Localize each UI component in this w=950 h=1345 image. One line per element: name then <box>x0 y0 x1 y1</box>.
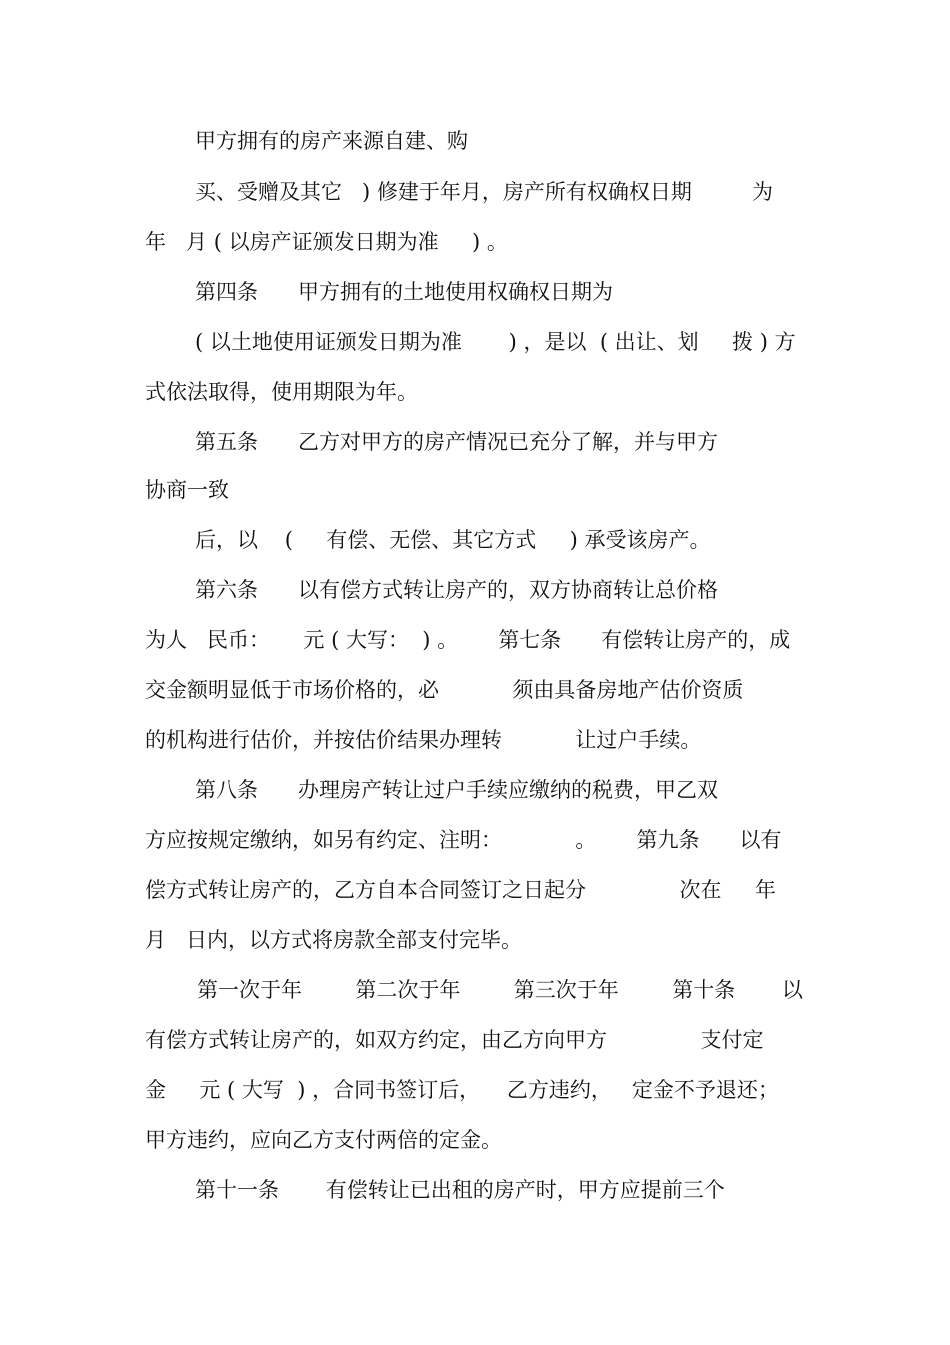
text-line: 第十一条 有偿转让已出租的房产时，甲方应提前三个 <box>195 1178 725 1202</box>
text-line: 方应按规定缴纳，如另有约定、注明： 。 第九条 以有 <box>145 828 782 852</box>
text-line: 第六条 以有偿方式转让房产的，双方协商转让总价格 <box>195 578 719 602</box>
text-line: 甲方拥有的房产来源自建、购 <box>195 129 468 153</box>
text-line: 协商一致 <box>145 478 229 502</box>
text-line: 式依法取得，使用期限为年。 <box>145 380 418 404</box>
text-line: 甲方违约，应向乙方支付两倍的定金。 <box>145 1128 502 1152</box>
text-line: 第一次于年 第二次于年 第三次于年 第十条 以 <box>197 978 803 1002</box>
text-line: 第八条 办理房产转让过户手续应缴纳的税费，甲乙双 <box>195 778 719 802</box>
text-line: 交金额明显低于市场价格的，必 须由具备房地产估价资质 <box>145 678 744 702</box>
text-line: 的机构进行估价，并按估价结果办理转 让过户手续。 <box>145 728 702 752</box>
text-line: 第五条 乙方对甲方的房产情况已充分了解，并与甲方 <box>195 430 719 454</box>
text-line: 第四条 甲方拥有的土地使用权确权日期为 <box>195 280 614 304</box>
text-line: 为人 民币： 元 ( 大写： ) 。 第七条 有偿转让房产的，成 <box>145 628 791 652</box>
text-line: 后，以 ( 有偿、无偿、其它方式 ) 承受该房产。 <box>195 528 711 552</box>
text-line: 偿方式转让房产的，乙方自本合同签订之日起分 次在 年 <box>145 878 776 902</box>
text-line: 买、受赠及其它 ) 修建于年月，房产所有权确权日期 为 <box>195 180 773 204</box>
text-line: ( 以土地使用证颁发日期为准 ) ，是以 ( 出让、划 拨 ) 方 <box>195 330 796 354</box>
text-line: 有偿方式转让房产的，如双方约定，由乙方向甲方 支付定 <box>145 1028 764 1052</box>
text-line: 月 日内，以方式将房款全部支付完毕。 <box>145 928 523 952</box>
text-line: 年 月 ( 以房产证颁发日期为准 ) 。 <box>145 230 508 254</box>
text-line: 金 元 ( 大写 ) ，合同书签订后， 乙方违约， 定金不予退还； <box>145 1078 779 1102</box>
